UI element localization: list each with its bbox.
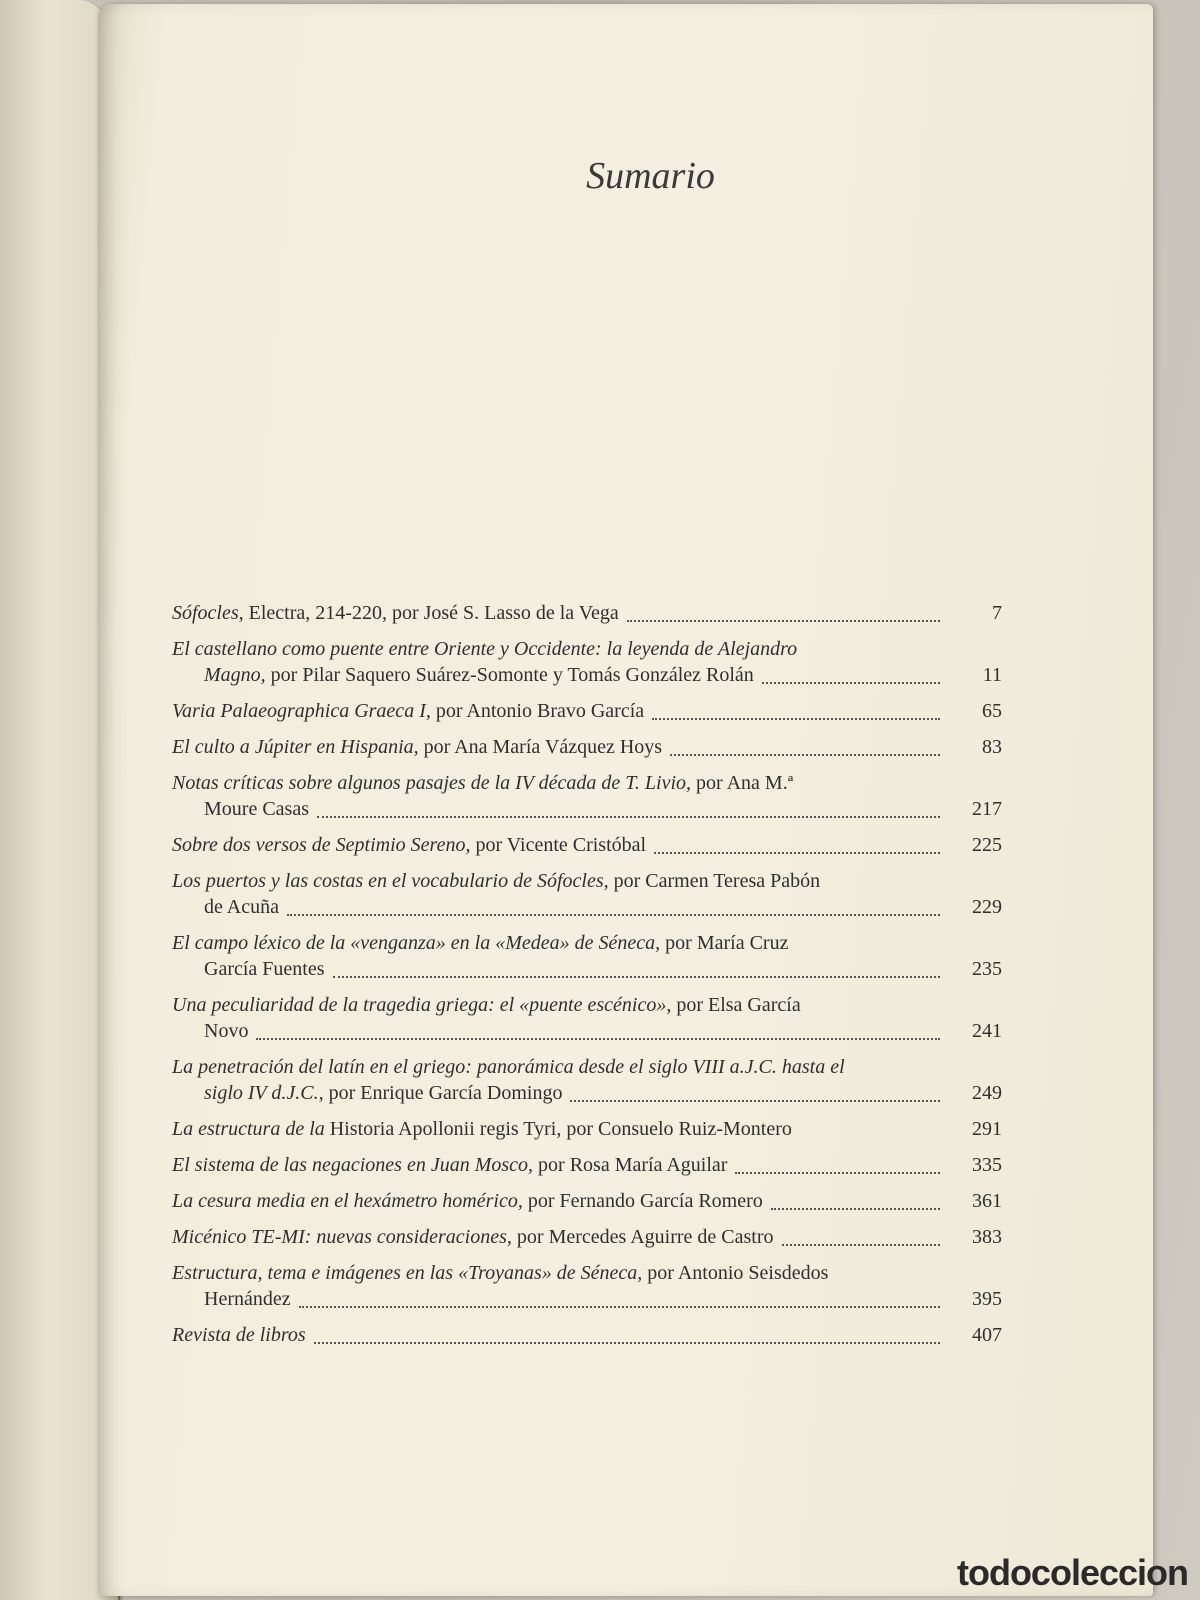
entry-author: por Enrique García Domingo [323, 1082, 563, 1104]
toc-entry-line [172, 930, 912, 956]
dot-leader [670, 752, 940, 756]
toc-entry-line [172, 1260, 912, 1286]
entry-author: García Fuentes [204, 958, 325, 980]
toc-entry [172, 992, 1002, 1044]
page-number: 235 [972, 958, 1002, 980]
toc-entry-text [172, 698, 952, 724]
dot-leader [299, 1304, 940, 1308]
toc-entry-line [172, 1116, 912, 1142]
toc-entry-line [172, 698, 912, 724]
toc-entry [172, 1260, 1002, 1312]
page-number: 7 [992, 602, 1002, 624]
work-title: La penetración del latín en el griego: panorámica desde el siglo VIII a.J.C. hasta el [172, 1056, 845, 1078]
page-number: 395 [972, 1288, 1002, 1310]
toc-entry-text [172, 1152, 952, 1178]
dot-leader [317, 814, 940, 818]
work-title: Estructura, tema e imágenes en las «Troyanas» de Séneca, [172, 1262, 643, 1284]
work-title: Magno, [204, 664, 266, 686]
page-number: 229 [972, 896, 1002, 918]
table-of-contents [172, 600, 1002, 1358]
toc-entry [172, 1224, 1002, 1250]
work-title: La cesura media en el hexámetro homérico, [172, 1190, 523, 1212]
toc-entry-line [172, 1224, 912, 1250]
entry-author: por Mercedes Aguirre de Castro [511, 1226, 774, 1248]
toc-entry [172, 1322, 1002, 1348]
dot-leader [256, 1036, 940, 1040]
page-number: 383 [972, 1226, 1002, 1248]
entry-author: por Rosa María Aguilar [533, 1154, 728, 1176]
work-title: Una peculiaridad de la tragedia griega: el «puente escénico», [172, 994, 672, 1016]
toc-entry [172, 600, 1002, 626]
page-number: 291 [972, 1118, 1002, 1140]
entry-author: Moure Casas [204, 798, 309, 820]
toc-entry-line [172, 662, 912, 688]
toc-entry-text [172, 770, 952, 822]
toc-entry-line [172, 1322, 912, 1348]
toc-entry-line [172, 734, 912, 760]
work-title: Revista de libros [172, 1324, 306, 1346]
toc-entry-line [172, 894, 912, 920]
toc-entry-text [172, 1188, 952, 1214]
toc-entry-text [172, 636, 952, 688]
dot-leader [570, 1098, 940, 1102]
toc-entry-line [172, 600, 912, 626]
work-title: La estructura de la [172, 1118, 325, 1140]
work-title: Sobre dos versos de Septimio Sereno, [172, 834, 471, 856]
work-title: Notas críticas sobre algunos pasajes de la IV década de T. Livio, [172, 772, 692, 794]
entry-author: por Carmen Teresa Pabón [608, 870, 821, 892]
page-number: 65 [982, 700, 1002, 722]
site-watermark: todocoleccion [956, 1552, 1188, 1593]
work-title: Los puertos y las costas en el vocabulario de Sófocles, [172, 870, 609, 892]
toc-entry-line [172, 1080, 912, 1106]
work-title: Micénico TE-MI: nuevas consideraciones, [172, 1226, 512, 1248]
dot-leader [287, 912, 940, 916]
dot-leader [627, 618, 940, 622]
entry-author: por Antonio Bravo García [430, 700, 645, 722]
toc-entry-line [172, 868, 912, 894]
work-title: El campo léxico de la «venganza» en la «Medea» de Séneca, [172, 932, 661, 954]
dot-leader [771, 1206, 940, 1210]
toc-entry-line [172, 796, 912, 822]
entry-author: de Acuña [204, 896, 279, 918]
toc-entry [172, 1054, 1002, 1106]
toc-entry-text [172, 832, 952, 858]
toc-entry-text [172, 1054, 952, 1106]
dot-leader [333, 974, 940, 978]
work-title: El castellano como puente entre Oriente y Occidente: la leyenda de Alejandro [172, 638, 798, 660]
dot-leader [735, 1170, 940, 1174]
toc-entry-text [172, 1116, 952, 1142]
toc-entry-text [172, 1260, 952, 1312]
entry-author: por María Cruz [660, 932, 789, 954]
page-number: 217 [972, 798, 1002, 820]
toc-entry-line [172, 636, 912, 662]
toc-entry [172, 832, 1002, 858]
dot-leader [762, 680, 940, 684]
dot-leader [314, 1340, 940, 1344]
toc-entry [172, 1116, 1002, 1142]
toc-entry-line [172, 770, 912, 796]
toc-entry-text [172, 868, 952, 920]
entry-author: por Elsa García [671, 994, 801, 1016]
page-number: 407 [972, 1324, 1002, 1346]
toc-entry [172, 734, 1002, 760]
toc-entry [172, 770, 1002, 822]
dot-leader [652, 716, 940, 720]
entry-author: Historia Apollonii regis Tyri, por Consuelo Ruiz-Montero [324, 1118, 792, 1140]
dot-leader [782, 1242, 941, 1246]
entry-author: Hernández [204, 1288, 291, 1310]
toc-entry-line [172, 1286, 912, 1312]
toc-entry [172, 1152, 1002, 1178]
entry-author: por Vicente Cristóbal [470, 834, 647, 856]
entry-author: por Ana María Vázquez Hoys [418, 736, 663, 758]
page-number: 249 [972, 1082, 1002, 1104]
toc-entry-line [172, 832, 912, 858]
page-number: 11 [982, 664, 1002, 686]
toc-entry-text [172, 734, 952, 760]
toc-entry-text [172, 930, 952, 982]
entry-author: por Antonio Seisdedos [642, 1262, 829, 1284]
toc-entry [172, 1188, 1002, 1214]
toc-entry-text [172, 1224, 952, 1250]
entry-author: por Pilar Saquero Suárez-Somonte y Tomás González Rolán [265, 664, 754, 686]
toc-entry [172, 698, 1002, 724]
toc-entry-line [172, 1188, 912, 1214]
toc-entry-line [172, 992, 912, 1018]
work-title: El sistema de las negaciones en Juan Mosco, [172, 1154, 534, 1176]
toc-entry-text [172, 992, 952, 1044]
page-number: 83 [982, 736, 1002, 758]
toc-entry-line [172, 1054, 912, 1080]
page-number: 225 [972, 834, 1002, 856]
toc-entry [172, 868, 1002, 920]
toc-entry [172, 636, 1002, 688]
dot-leader [654, 850, 940, 854]
page-number: 361 [972, 1190, 1002, 1212]
page-number: 241 [972, 1020, 1002, 1042]
work-title: Varia Palaeographica Graeca I, [172, 700, 431, 722]
work-title: Sófocles, [172, 602, 244, 624]
toc-entry-text [172, 1322, 952, 1348]
page-number: 335 [972, 1154, 1002, 1176]
toc-entry-line [172, 956, 912, 982]
entry-author: Electra, 214-220, por José S. Lasso de la Vega [243, 602, 619, 624]
entry-author: por Ana M.ª [691, 772, 794, 794]
entry-author: Novo [204, 1020, 249, 1042]
toc-entry [172, 930, 1002, 982]
work-title: siglo IV d.J.C., [204, 1082, 324, 1104]
page-title: Sumario [586, 155, 715, 197]
toc-entry-text [172, 600, 952, 626]
toc-entry-line [172, 1018, 912, 1044]
toc-entry-line [172, 1152, 912, 1178]
entry-author: por Fernando García Romero [522, 1190, 763, 1212]
work-title: El culto a Júpiter en Hispania, [172, 736, 419, 758]
